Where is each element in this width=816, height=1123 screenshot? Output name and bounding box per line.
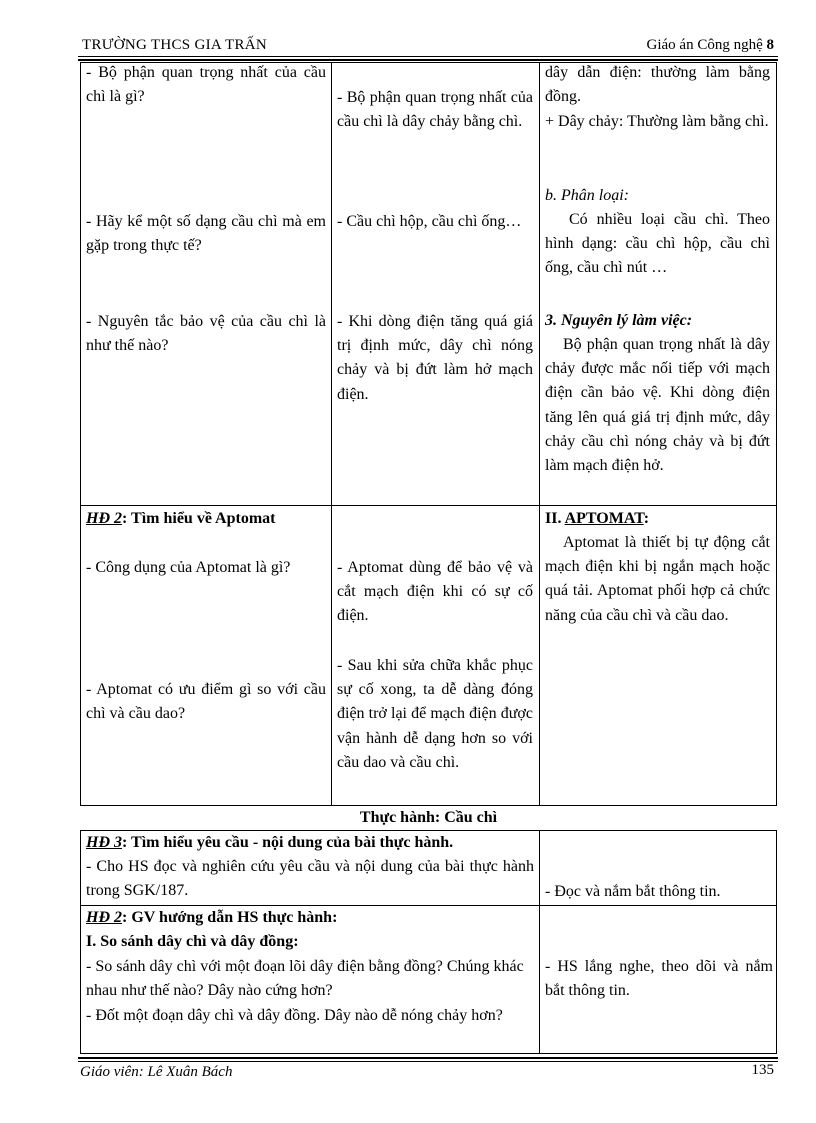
principle-body: Bộ phận quan trọng nhất là dây chảy được mắc nối tiếp với mạch điện cần bảo vệ. Khi dòng điện tăng lên quá giá trị định mức, dây chảy cầu chì nóng chảy và bị đứt làm mạch điện hở. xyxy=(545,336,770,475)
school-name: TRƯỜNG THCS GIA TRẤN xyxy=(82,37,268,53)
row-divider xyxy=(80,505,777,506)
part-1-step-2: - Đốt một đoạn dây chì và dây đồng. Dây nào dễ nóng chảy hơn? xyxy=(86,1007,503,1024)
header-rule xyxy=(78,56,778,57)
column-divider xyxy=(539,62,540,806)
classification-title: b. Phân loại: xyxy=(545,187,629,204)
answer-2: - Cầu chì hộp, cầu chì ống… xyxy=(337,213,522,230)
part-1-step-1: - So sánh dây chì với một đoạn lõi dây điện bằng đồng? Chúng khác nhau như thế nào? Dây nào cứng hơn? xyxy=(86,958,524,1000)
answer-1: - Bộ phận quan trọng nhất của cầu chì là dây chảy bằng chì. xyxy=(337,89,533,131)
activity-hd3-student: - Đọc và nắm bắt thông tin. xyxy=(545,883,721,900)
part-1-student: - HS lắng nghe, theo dõi và nắm bắt thông tin. xyxy=(545,958,773,1000)
page-header xyxy=(80,34,776,56)
activity-label: HĐ 3 xyxy=(86,834,122,851)
activity-hd2-title: HĐ 2: Tìm hiểu về Aptomat xyxy=(86,510,276,527)
activity-hd2b-title: HĐ 2: GV hướng dẫn HS thực hành: xyxy=(86,909,338,926)
answer-5: - Sau khi sửa chữa khắc phục sự cố xong, ta dễ dàng đóng điện trở lại để mạch điện được vận hành dễ dạng hơn so với cầu dao và cầu chì. xyxy=(337,657,533,771)
question-1: - Bộ phận quan trọng nhất của cầu chì là gì? xyxy=(86,64,326,106)
aptomat-heading: II. APTOMAT: xyxy=(545,510,650,527)
principle-title: 3. Nguyên lý làm việc: xyxy=(545,312,693,329)
question-2: - Hãy kể một số dạng cầu chì mà em gặp trong thực tế? xyxy=(86,213,326,255)
question-5: - Aptomat có ưu điểm gì so với cầu chì và cầu dao? xyxy=(86,681,326,723)
note-2: + Dây chảy: Thường làm bằng chì. xyxy=(545,113,769,130)
question-3: - Nguyên tắc bảo vệ của cầu chì là như thế nào? xyxy=(86,313,326,355)
note-1: dây dẫn điện: thường làm bằng đồng. xyxy=(545,64,770,106)
activity-label: HĐ 2 xyxy=(86,510,122,527)
activity-hd3-title: HĐ 3: Tìm hiểu yêu cầu - nội dung của bài thực hành. xyxy=(86,834,454,851)
section-title: Thực hành: Cầu chì xyxy=(359,809,498,826)
footer-rule-thick xyxy=(78,1057,778,1059)
question-4: - Công dụng của Aptomat là gì? xyxy=(86,559,291,576)
footer-rule xyxy=(78,1061,778,1062)
column-divider xyxy=(331,62,332,806)
teacher-name: Giáo viên: Lê Xuân Bách xyxy=(80,1064,233,1080)
part-1-title: I. So sánh dây chì và dây đồng: xyxy=(86,933,299,950)
page-number: 135 xyxy=(751,1062,774,1078)
subject-title: Giáo án Công nghệ 8 xyxy=(646,37,774,53)
aptomat-body: Aptomat là thiết bị tự động cắt mạch điện khi bị ngắn mạch hoặc quá tải. Aptomat phối hợp cả chức năng của cầu chì và cầu dao. xyxy=(545,534,770,624)
answer-3: - Khi dòng điện tăng quá giá trị định mức, dây chì nóng chảy và bị đứt làm hở mạch điện. xyxy=(337,313,533,403)
classification-body: Có nhiều loại cầu chì. Theo hình dạng: cầu chì hộp, cầu chì ống, cầu chì nút … xyxy=(545,211,770,277)
answer-4: - Aptomat dùng để bảo vệ và cắt mạch điện khi có sự cố điện. xyxy=(337,559,533,625)
column-divider xyxy=(539,830,540,1054)
activity-hd3-text: - Cho HS đọc và nghiên cứu yêu cầu và nội dung của bài thực hành trong SGK/187. xyxy=(86,858,534,900)
activity-label: HĐ 2 xyxy=(86,909,122,926)
grade: 8 xyxy=(766,37,774,53)
